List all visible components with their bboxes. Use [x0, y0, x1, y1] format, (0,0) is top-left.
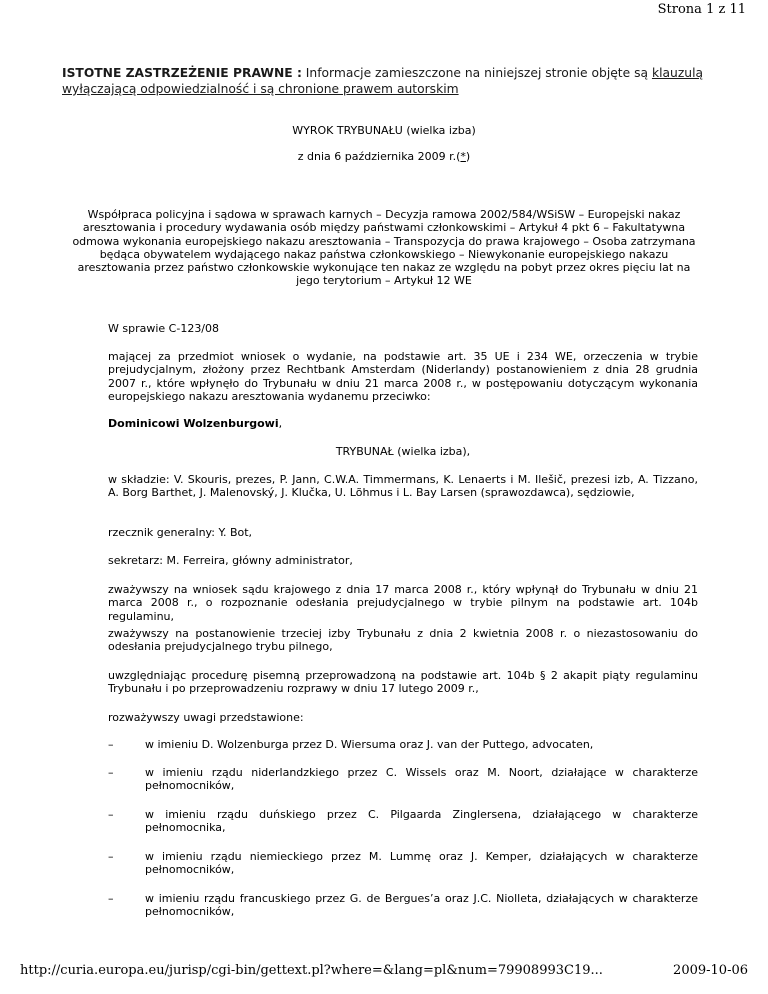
having-regard: uwzględniając procedurę pisemną przeprowadzoną na podstawie art. 104b § 2 akapit piąty regulaminu Trybunału i po przeprowadzeniu rozprawy w dniu 17 lutego 2009 r., [108, 669, 698, 696]
case-number: W sprawie C‑123/08 [108, 322, 220, 335]
disclaimer-text: Informacje zamieszczone na niniejszej stronie objęte są [301, 66, 652, 80]
disclaimer-link[interactable]: klauzulą wyłączającą odpowiedzialność i są chronione prawem autorskim [62, 66, 704, 96]
judgment-date [0, 150, 768, 163]
composition-paragraph: w składzie: V. Skouris, prezes, P. Jann, C.W.A. Timmermans, K. Lenaerts i M. Ilešič, prezesi izb, A. Tizzano, A. Borg Barthet, J. Malenovský, J. Klučka, U. Lõhmus i L. Bay Larsen (sprawozdawca), sędziowie, [108, 473, 698, 500]
considering-request: zważywszy na wniosek sądu krajowego z dnia 17 marca 2008 r., który wpłynął do Trybunału w dniu 21 marca 2008 r., o rozpoznanie odesłania prejudycjalnego w trybie pilnym na podstawie art. 104b regulaminu, [108, 583, 698, 623]
disclaimer-heading: ISTOTNE ZASTRZEŻENIE PRAWNE : [62, 66, 302, 80]
observation-text: w imieniu rządu niderlandzkiego przez C. Wissels oraz M. Noort, działające w charakterze pełnomocników, [145, 766, 698, 793]
list-item [108, 892, 698, 919]
dash-marker: – [108, 850, 114, 863]
observation-text: w imieniu rządu duńskiego przez C. Pilgaarda Zinglersena, działającego w charakterze pełnomocnika, [145, 808, 698, 835]
court-heading: TRYBUNAŁ (wielka izba), [335, 445, 471, 458]
list-item [108, 738, 698, 751]
print-date: 2009-10-06 [673, 963, 748, 978]
observation-text: w imieniu D. Wolzenburga przez D. Wiersuma oraz J. van der Puttego, advocaten, [145, 738, 594, 751]
judgment-date-suffix: ) [465, 150, 471, 163]
source-url: http://curia.europa.eu/jurisp/cgi-bin/gettext.pl?where=&lang=pl&num=79908993C19... [20, 963, 603, 978]
party-name-text: Dominicowi Wolzenburgowi [108, 417, 279, 430]
party-name [108, 417, 698, 430]
list-item [108, 808, 698, 835]
list-item [108, 766, 698, 793]
legal-disclaimer [62, 65, 712, 97]
observation-text: w imieniu rządu francuskiego przez G. de Bergues’a oraz J.C. Niolleta, działających w charakterze pełnomocników, [145, 892, 698, 919]
page-footer [20, 963, 748, 978]
dash-marker: – [108, 738, 114, 751]
party-name-suffix: , [278, 417, 283, 430]
subject-keywords: Współpraca policyjna i sądowa w sprawach karnych – Decyzja ramowa 2002/584/WSiSW – Europejski nakaz aresztowania i procedury wydawania osób między państwami członkowskimi – Artykuł 4 pkt 6 – Fakultatywna odmowa wykonania europejskiego nakazu aresztowania – Transpozycja do prawa krajowego – Osoba zatrzymana będąca obywatelem wydającego nakaz państwa członkowskiego – Niewykonanie europejskiego nakazu aresztowania przez państwo członkowskie wykonujące ten nakaz ze względu na pobyt przez okres pięciu lat na jego terytorium – Artykuł 12 WE [72, 208, 696, 288]
dash-marker: – [108, 808, 114, 821]
page-number: Strona 1 z 11 [657, 2, 746, 17]
registrar: sekretarz: M. Ferreira, główny administrator, [108, 554, 353, 567]
footnote-link[interactable]: * [460, 150, 466, 163]
judgment-date-text: z dnia 6 października 2009 r.( [297, 150, 461, 163]
observation-text: w imieniu rządu niemieckiego przez M. Lummę oraz J. Kemper, działających w charakterze pełnomocników, [145, 850, 698, 877]
observations-intro: rozważywszy uwagi przedstawione: [108, 711, 304, 724]
list-item [108, 850, 698, 877]
request-paragraph: mającej za przedmiot wniosek o wydanie, na podstawie art. 35 UE i 234 WE, orzeczenia w trybie prejudycjalnym, złożony przez Rechtbank Amsterdam (Niderlandy) postanowieniem z dnia 28 grudnia 2007 r., które wpłynęło do Trybunału w dniu 21 marca 2008 r., w postępowaniu dotyczącym wykonania europejskiego nakazu aresztowania wydanemu przeciwko: [108, 350, 698, 403]
dash-marker: – [108, 766, 114, 779]
judgment-title: WYROK TRYBUNAŁU (wielka izba) [292, 124, 476, 137]
dash-marker: – [108, 892, 114, 905]
considering-order: zważywszy na postanowienie trzeciej izby Trybunału z dnia 2 kwietnia 2008 r. o niezastosowaniu do odesłania prejudycjalnego trybu pilnego, [108, 627, 698, 654]
advocate-general: rzecznik generalny: Y. Bot, [108, 526, 253, 539]
